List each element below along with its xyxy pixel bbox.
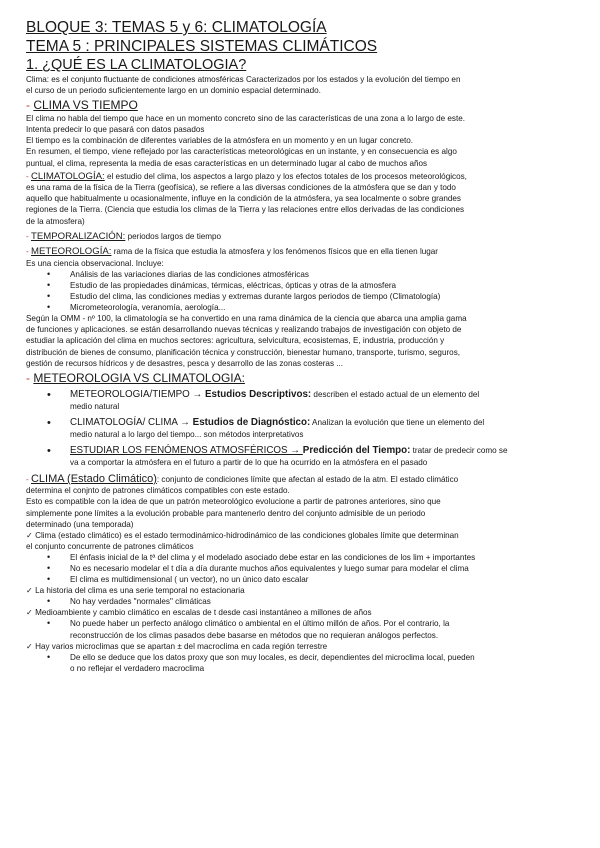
- paragraph-line: aquello que habitualmente u ocasionalmente, influye en la condición de la atmósfera, ya sea localmente o sobre grandes: [26, 194, 461, 204]
- heading-meteo-vs-clima: - METEOROLOGIA VS CLIMATOLOGIA:: [26, 370, 245, 385]
- paragraph-line: Esto es compatible con la idea de que un patrón meteorológico evolucione a partir de patrones anteriores, sino que: [26, 497, 441, 507]
- checkmark-icon: ✓: [26, 586, 33, 596]
- list-item: • No hay verdades "normales" climáticas: [26, 596, 582, 607]
- definition-meteorologia: - METEOROLOGÍA: rama de la física que estudia la atmosfera y los fenómenos físicos que en ella tienen lugar: [26, 246, 439, 258]
- paragraph-line: Es una ciencia observacional. Incluye:: [26, 258, 164, 268]
- list-item: • El énfasis inicial de la tª del clima y el modelado asociado debe estar en las condiciones de los lim + importantes: [26, 552, 582, 563]
- list-item: • No es necesario modelar el t día a día durante muchos años equivalentes y luego sumar para modelar el clima: [26, 563, 582, 574]
- paragraph-line: regiones de la Tierra. (Ciencia que estudia los climas de la Tierra y las relaciones entre ellos derivadas de las condiciones: [26, 205, 465, 215]
- paragraph-line: es una rama de la física de la Tierra (geofísica), se refiere a las diversas condiciones de la atmósfera que se dan y todo: [26, 183, 456, 193]
- checkmark-icon: ✓: [26, 530, 33, 540]
- paragraph-line: distribución de bienes de consumo, planificación técnica y construcción, bienestar humano, transporte, turismo, seguros,: [26, 347, 461, 357]
- definition-temporalizacion: - TEMPORALIZACIÓN: periodos largos de tiempo: [26, 230, 222, 242]
- check-line: ✓ La historia del clima es una serie temporal no estacionaria: [26, 586, 245, 596]
- list-item: • ESTUDIAR LOS FENÓMENOS ATMOSFÉRICOS → Predicción del Tiempo: tratar de predecir como se va a comportar la atmósfera en el futuro a partir de lo que ha ocurrido en la atmósfera en el pasado: [26, 445, 582, 470]
- paragraph-line: puntual, el clima, representa la media de esas características en un determinado lugar al cabo de muchos años: [26, 158, 428, 168]
- definition-climatologia: - CLIMATOLOGÍA: el estudio del clima, los aspectos a largo plazo y los efectos totales de los procesos meteorológicos,: [26, 170, 467, 182]
- check-sublist: [26, 596, 582, 607]
- list-item: • Estudio del clima, las condiciones medias y extremas durante largos periodos de tiempo (Climatología): [26, 291, 582, 302]
- paragraph-line: de funciones y aplicaciones. se están desarrollando nuevas técnicas y realizando trabajos de investigación con objeto de: [26, 325, 462, 335]
- check-line: el conjunto concurrente de patrones climáticos: [26, 541, 194, 551]
- topic-title: TEMA 5 : PRINCIPALES SISTEMAS CLIMÁTICOS: [26, 38, 378, 55]
- paragraph-line: estudiar la aplicación del clima en muchos sectores: agricultura, selvicultura, ecosistemas, E, industria, producción y: [26, 336, 445, 346]
- checkmark-icon: ✓: [26, 641, 33, 651]
- block-title: BLOQUE 3: TEMAS 5 y 6: CLIMATOLOGÍA: [26, 19, 327, 36]
- list-item: • De ello se deduce que los datos proxy que son muy locales, es decir, dependientes del microclima local, pueden o no reflejar el verdadero macroclima: [26, 652, 582, 674]
- paragraph-line: Según la OMM - nº 100, la climatología se ha convertido en una rama dinámica de la ciencia que abarca una amplia gama: [26, 314, 467, 324]
- check-line: ✓ Clima (estado climático) es el estado termodinámico-hidrodinámico de las condiciones globales límite que determinan: [26, 530, 459, 540]
- check-sublist: [26, 652, 582, 674]
- check-line: ✓ Medioambiente y cambio climático en escalas de t desde casi instantáneo a millones de años: [26, 608, 372, 618]
- list-item: • Estudio de las propiedades dinámicas, térmicas, eléctricas, ópticas y otras de la atmosfera: [26, 280, 582, 291]
- list-item: • El clima es multidimensional ( un vector), no un único dato escalar: [26, 574, 582, 585]
- paragraph-line: simplemente pone límites a la evolución probable para mantenerlo dentro del conjunto admisible de un periodo: [26, 508, 426, 518]
- check-sublist: [26, 552, 582, 585]
- definition-clima-estado: - CLIMA (Estado Climático): conjunto de condiciones límite que afectan al estado de la atm. El estado climático: [26, 472, 459, 485]
- paragraph-line: gestión de recursos hídricos y de desastres, pesca y desarrollo de las zonas costeras ...: [26, 358, 344, 368]
- intro-line: el curso de un periodo suficientemente largo en un dominio espacial determinado.: [26, 86, 321, 96]
- paragraph-line: En resumen, el tiempo, viene reflejado por las características meteorológicas en un instante, y en consecuencia es algo: [26, 147, 457, 157]
- list-item: • Análisis de las variaciones diarias de las condiciones atmosféricas: [26, 269, 582, 280]
- paragraph-line: determinado (una temporada): [26, 519, 134, 529]
- meteorologia-list: [26, 269, 582, 313]
- section-title-climatologia: 1. ¿QUÉ ES LA CLIMATOLOGIA?: [26, 57, 247, 73]
- check-sublist: [26, 618, 582, 640]
- list-item: • CLIMATOLOGÍA/ CLIMA → Estudios de Diagnóstico: Analizan la evolución que tiene un elemento del medio natural a lo largo del tiempo... son métodos interpretativos: [26, 417, 582, 442]
- paragraph-line: El tiempo es la combinación de diferentes variables de la atmósfera en un momento y en un lugar concreto.: [26, 136, 414, 146]
- list-item: • METEOROLOGIA/TIEMPO → Estudios Descriptivos: describen el estado actual de un elemento del medio natural: [26, 389, 582, 414]
- paragraph-line: Intenta predecir lo que pasará con datos pasados: [26, 125, 205, 135]
- intro-line: Clima: es el conjunto fluctuante de condiciones atmosféricas Caracterizados por los estados y la evolución del tiempo en: [26, 75, 461, 84]
- list-item: • No puede haber un perfecto análogo climático o ambiental en el último millón de años. Por el contrario, la reconstrucción de los climas pasados debe basarse en métodos que no requieran análogos perfectos.: [26, 618, 582, 640]
- paragraph-line: determina el conjnto de patrones climáticos compatibles con este estado.: [26, 486, 290, 496]
- heading-clima-vs-tiempo: - CLIMA VS TIEMPO: [26, 98, 138, 113]
- check-line: ✓ Hay varios microclimas que se apartan ± del macroclima en cada región terrestre: [26, 641, 328, 651]
- paragraph-line: El clima no habla del tiempo que hace en un momento concreto sino de las características de una zona a lo largo de este.: [26, 114, 466, 124]
- paragraph-line: de la atmosfera): [26, 216, 85, 226]
- checkmark-icon: ✓: [26, 608, 33, 618]
- comparison-list: [26, 389, 582, 470]
- list-item: • Micrometeorología, veranomía, aerología...: [26, 302, 582, 313]
